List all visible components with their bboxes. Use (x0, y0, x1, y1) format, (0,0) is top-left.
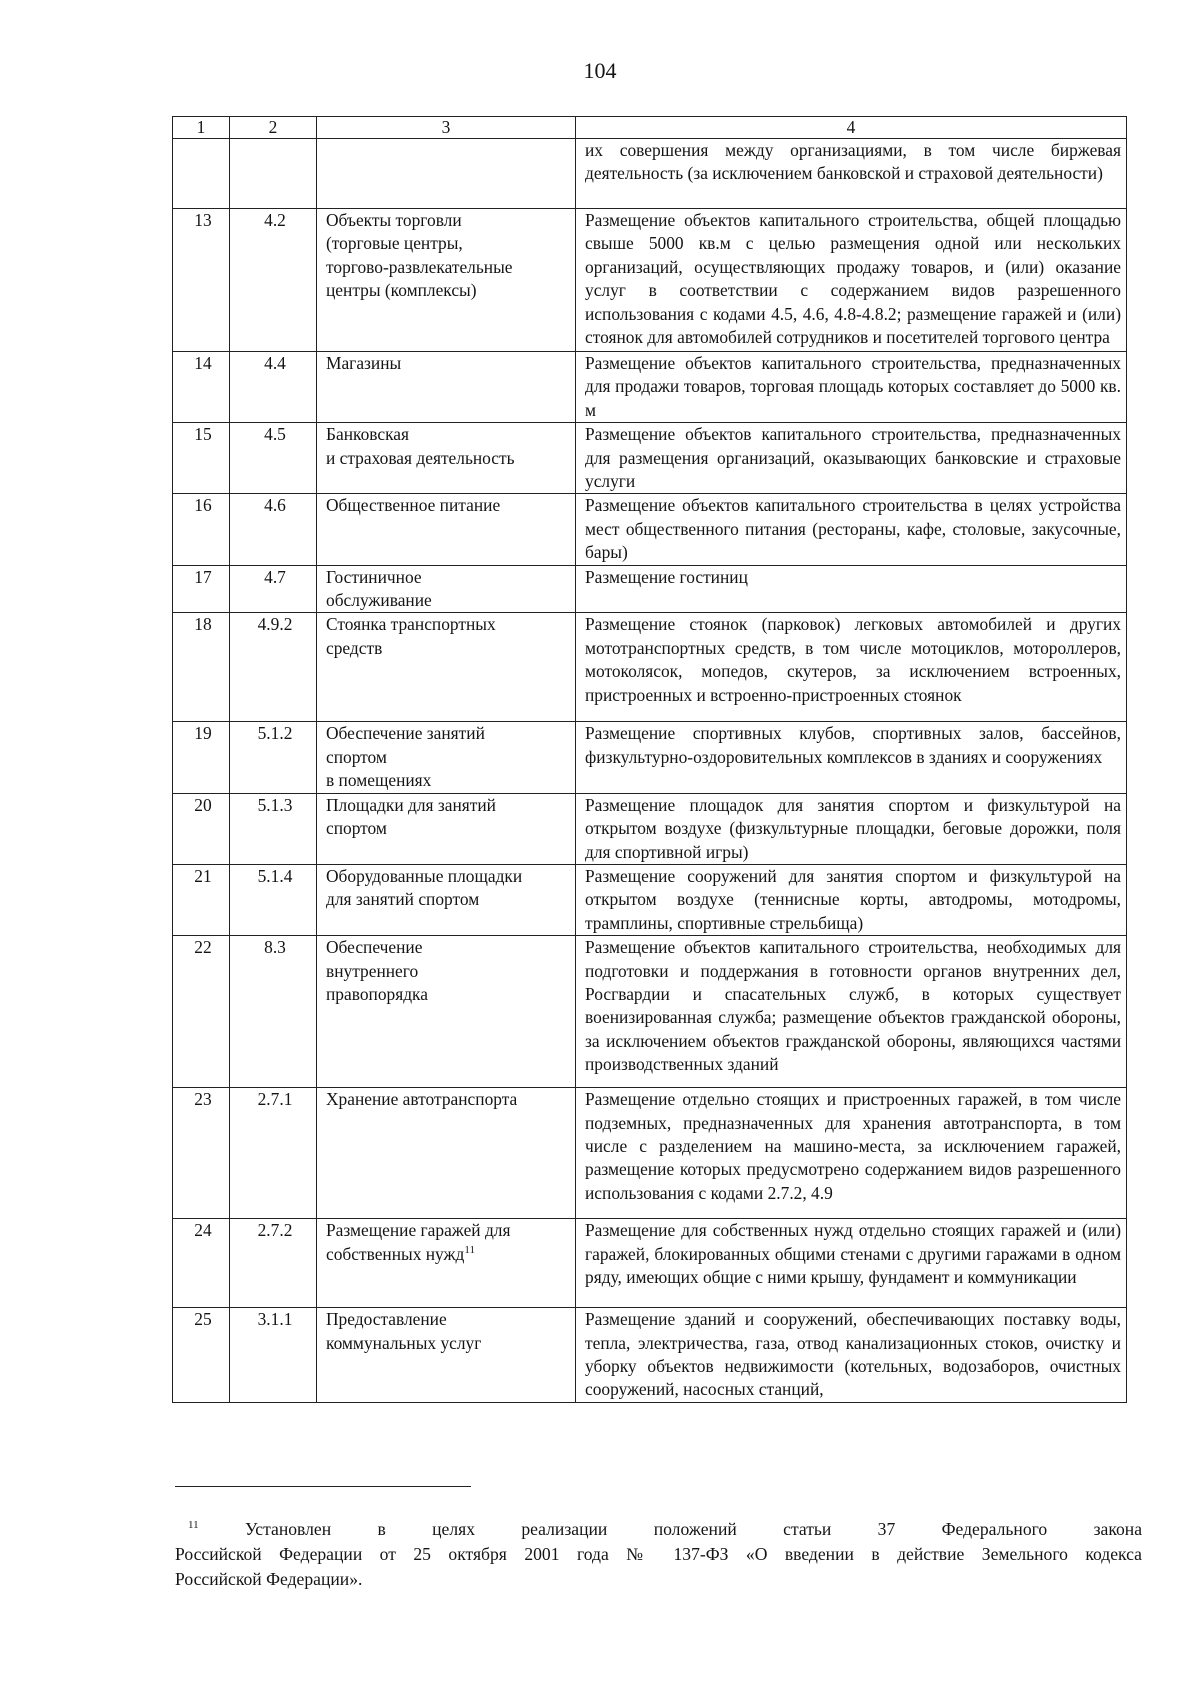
row-number-text: 16 (194, 495, 212, 516)
row-number-text: 15 (194, 424, 212, 445)
use-name-text: Размещение гаражей для собственных нужд (326, 1220, 511, 1264)
table-row (173, 722, 1127, 793)
footnote-line-1 (188, 1517, 1142, 1542)
use-code (230, 352, 317, 423)
use-name-text: Гостиничное обслуживание (326, 566, 432, 611)
use-name (317, 613, 576, 722)
use-description-text: Размещение сооружений для занятия спортом и физкультурой на открытом воздухе (теннисные корты, автодромы, мотодромы, трамплины, спортивные стрельбища) (585, 865, 1121, 933)
use-description (576, 139, 1127, 209)
use-name-text: Хранение автотранспорта (326, 1089, 518, 1110)
use-description (576, 864, 1127, 935)
use-code (230, 494, 317, 565)
use-name-text: Магазины (326, 353, 402, 373)
use-description (576, 494, 1127, 565)
row-number-text: 13 (194, 210, 212, 230)
row-number-text: 17 (194, 566, 212, 587)
footnote-separator (175, 1486, 471, 1487)
use-name (317, 1088, 576, 1219)
row-number-text: 14 (194, 353, 212, 373)
row-number (173, 1308, 230, 1403)
footnote-reference[interactable]: 11 (464, 1243, 475, 1256)
footnote-marker: 11 (188, 1519, 199, 1532)
row-number-text: 23 (194, 1089, 212, 1110)
use-description-text: их совершения между организациями, в том числе биржевая деятельность (за исключением банковской и страховой деятельности) (585, 140, 1121, 184)
use-name (317, 793, 576, 864)
use-description (576, 613, 1127, 722)
use-description-text: Размещение зданий и сооружений, обеспечивающих поставку воды, тепла, электричества, газа, отвод канализационных стоков, очистку и уборку объектов недвижимости (котельных, водозаборов, очистных сооружений, насосных станций, (585, 1309, 1121, 1400)
use-description (576, 793, 1127, 864)
use-name (317, 722, 576, 793)
footnote-line-3: Российской Федерации». (175, 1569, 363, 1589)
use-name (317, 1219, 576, 1308)
use-description-text: Размещение отдельно стоящих и пристроенных гаражей, в том числе подземных, предназначенных для хранения автотранспорта, в том числе с разделением на машино-места, за исключением гаражей, размещение которых предусмотрено содержанием видов разрешенного использования с кодами 2.7.2, 4.9 (585, 1089, 1121, 1203)
use-description (576, 565, 1127, 613)
table-row (173, 209, 1127, 352)
row-number (173, 1219, 230, 1308)
land-use-table (172, 116, 1127, 1403)
row-number (173, 209, 230, 352)
use-code-text: 4.2 (264, 210, 286, 230)
header-col-1: 1 (173, 117, 230, 139)
use-name-text: Общественное питание (326, 495, 501, 516)
use-description-text: Размещение спортивных клубов, спортивных залов, бассейнов, физкультурно-оздоровительных комплексов в зданиях и сооружениях (585, 723, 1121, 767)
use-name (317, 209, 576, 352)
use-description-text: Размещение для собственных нужд отдельно стоящих гаражей и (или) гаражей, блокированных общими стенами с другими гаражами в одном ряду, имеющих общие с ними крышу, фундамент и коммуникации (585, 1220, 1121, 1287)
row-number (173, 565, 230, 613)
table-row (173, 793, 1127, 864)
use-name (317, 139, 576, 209)
use-name-text: Обеспечение занятий спортом в помещениях (326, 723, 485, 791)
use-code (230, 1088, 317, 1219)
use-code-text: 8.3 (264, 937, 286, 958)
use-description (576, 936, 1127, 1088)
use-description-text: Размещение объектов капитального строительства, общей площадью свыше 5000 кв.м с целью размещения одной или нескольких организаций, осуществляющих продажу товаров, и (или) оказание услуг в соответствии с содержанием видов разрешенного использования с кодами 4.5, 4.6, 4.8-4.8.2; размещение гаражей и (или) стоянок для автомобилей сотрудников и посетителей торгового центра (585, 210, 1121, 348)
use-code (230, 1219, 317, 1308)
row-number-text: 19 (194, 723, 212, 744)
use-name (317, 1308, 576, 1403)
use-code-text: 4.7 (264, 566, 286, 587)
use-code-text: 4.5 (264, 424, 286, 445)
use-description-text: Размещение объектов капитального строительства в целях устройства мест общественного питания (рестораны, кафе, столовые, закусочные, бары) (585, 495, 1121, 563)
footnote-line-2: Российской Федерации от 25 октября 2001 года № 137-ФЗ «О введении в действие Земельного кодекса (175, 1544, 1142, 1564)
use-code (230, 139, 317, 209)
row-number-text: 18 (194, 614, 212, 635)
use-description (576, 423, 1127, 494)
use-description-text: Размещение гостиниц (585, 566, 748, 587)
use-code-text: 3.1.1 (257, 1309, 293, 1330)
use-code (230, 936, 317, 1088)
use-code-text: 5.1.4 (257, 865, 293, 886)
use-description-text: Размещение площадок для занятия спортом и физкультурой на открытом воздухе (физкультурные площадки, беговые дорожки, поля для спортивной игры) (585, 794, 1121, 862)
use-code (230, 722, 317, 793)
table-header-row (173, 117, 1127, 139)
use-description-text: Размещение объектов капитального строительства, предназначенных для продажи товаров, торговая площадь которых составляет до 5000 кв. м (585, 353, 1121, 420)
footnote (175, 1517, 1142, 1592)
table-row (173, 423, 1127, 494)
use-name (317, 864, 576, 935)
row-number (173, 722, 230, 793)
use-name (317, 565, 576, 613)
table-row (173, 1219, 1127, 1308)
use-code-text: 2.7.1 (257, 1089, 293, 1110)
use-name-text: Предоставление коммунальных услуг (326, 1309, 482, 1353)
table-row (173, 864, 1127, 935)
use-name-text: Стоянка транспортных средств (326, 614, 496, 658)
use-code (230, 613, 317, 722)
row-number-text: 25 (194, 1309, 212, 1330)
use-name-text: Объекты торговли (торговые центры, торгово-развлекательные центры (комплексы) (326, 210, 513, 301)
table-row (173, 139, 1127, 209)
use-description (576, 352, 1127, 423)
table-row (173, 1088, 1127, 1219)
header-col-4: 4 (576, 117, 1127, 139)
use-code (230, 1308, 317, 1403)
table-row (173, 936, 1127, 1088)
use-code (230, 793, 317, 864)
use-code (230, 209, 317, 352)
table-row (173, 565, 1127, 613)
use-code-text: 4.6 (264, 495, 286, 516)
use-name (317, 494, 576, 565)
use-description-text: Размещение объектов капитального строительства, необходимых для подготовки и поддержания в готовности органов внутренних дел, Росгвардии и спасательных служб, в которых существует военизированная служба; размещение объектов гражданской обороны, за исключением объектов гражданской обороны, являющихся частями производственных зданий (585, 937, 1121, 1075)
row-number-text: 20 (194, 794, 212, 815)
use-name (317, 423, 576, 494)
use-name-text: Площадки для занятий спортом (326, 794, 496, 839)
use-code-text: 4.9.2 (257, 614, 293, 635)
row-number-text: 24 (194, 1220, 212, 1241)
use-name-text: Банковская и страховая деятельность (326, 424, 515, 468)
row-number (173, 613, 230, 722)
use-description-text: Размещение стоянок (парковок) легковых автомобилей и других мототранспортных средств, в том числе мотоциклов, мотороллеров, мотоколясок, мопедов, скутеров, за исключением встроенных, пристроенных и встроенно-пристроенных стоянок (585, 614, 1121, 705)
use-description (576, 1088, 1127, 1219)
row-number (173, 1088, 230, 1219)
row-number (173, 864, 230, 935)
table-row (173, 352, 1127, 423)
use-code-text: 4.4 (264, 353, 286, 373)
page-number: 104 (583, 58, 617, 83)
row-number-text: 22 (194, 937, 212, 958)
use-description (576, 1219, 1127, 1308)
use-code (230, 565, 317, 613)
footnote-text-1: Установлен в целях реализации положений статьи 37 Федерального закона (244, 1519, 1142, 1539)
use-code-text: 5.1.3 (257, 794, 293, 815)
use-name (317, 936, 576, 1088)
use-code-text: 5.1.2 (257, 723, 293, 744)
row-number (173, 793, 230, 864)
use-name-text: Обеспечение внутреннего правопорядка (326, 937, 428, 1004)
header-col-3: 3 (317, 117, 576, 139)
row-number (173, 936, 230, 1088)
row-number (173, 139, 230, 209)
header-col-2: 2 (230, 117, 317, 139)
use-description (576, 722, 1127, 793)
use-description (576, 1308, 1127, 1403)
row-number (173, 494, 230, 565)
use-code (230, 423, 317, 494)
row-number (173, 423, 230, 494)
table-row (173, 613, 1127, 722)
table-row (173, 1308, 1127, 1403)
use-name-text: Оборудованные площадки для занятий спортом (326, 865, 523, 910)
table-row (173, 494, 1127, 565)
use-description (576, 209, 1127, 352)
use-name (317, 352, 576, 423)
row-number-text: 21 (194, 865, 212, 886)
row-number (173, 352, 230, 423)
use-code-text: 2.7.2 (257, 1220, 293, 1241)
use-description-text: Размещение объектов капитального строительства, предназначенных для размещения организаций, оказывающих банковские и страховые услуги (585, 424, 1121, 492)
use-code (230, 864, 317, 935)
